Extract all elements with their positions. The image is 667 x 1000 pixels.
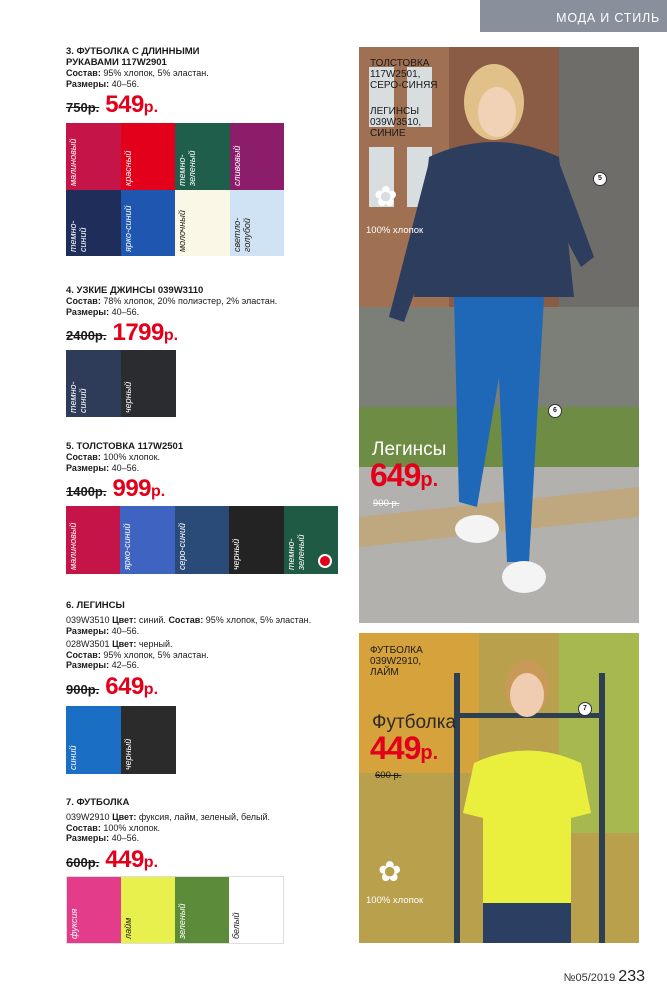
old-price: 900р. (66, 681, 100, 697)
currency: р. (143, 853, 159, 871)
page-number: 233 (618, 968, 645, 985)
new-price: 999 (112, 475, 152, 502)
swatch-label: сливовый (231, 145, 242, 186)
swatch-grid (66, 506, 338, 574)
sizes-label: Размеры: (66, 78, 110, 89)
sizes-label: Размеры: (66, 462, 110, 473)
composition: 100% хлопок. (103, 822, 161, 833)
swatch-label: лайм (123, 917, 133, 939)
currency: р. (143, 99, 159, 116)
composition: 100% хлопок. (103, 452, 161, 462)
color-swatch (66, 706, 121, 774)
price-row (66, 475, 351, 503)
color-label: Цвет: (112, 615, 137, 625)
color-swatch (175, 123, 230, 190)
swatch-label: черный (123, 381, 133, 413)
price-row (66, 846, 351, 874)
color-value: фуксия, лайм, зеленый, белый. (138, 812, 271, 822)
composition: 95% хлопок, 5% эластан. (205, 615, 312, 625)
issue-number: №05/2019 (563, 972, 616, 984)
color-value: синий. (138, 615, 166, 625)
color-swatch (230, 190, 285, 257)
sizes: 42–56. (111, 660, 140, 670)
sizes-label: Размеры: (66, 833, 110, 843)
color-swatch (66, 506, 120, 574)
composition: 95% хлопок, 5% эластан. (103, 649, 209, 660)
new-price: 549 (105, 91, 144, 118)
sizes: 40–56. (111, 306, 140, 317)
sizes-label: Размеры: (66, 660, 110, 670)
cotton-icon: ✿ (374, 181, 398, 212)
currency: р. (163, 327, 179, 344)
caption-line: СИНИЕ (370, 128, 406, 139)
composition-label: Состав: (66, 452, 101, 462)
color-swatch (175, 190, 230, 257)
swatch-label: белый (231, 912, 241, 939)
swatch-label: синий (68, 745, 78, 770)
caption-line: 039W3510, (370, 117, 422, 128)
color-swatch (175, 877, 229, 943)
color-swatch (230, 123, 285, 190)
cotton-label: 100% хлопок (366, 895, 424, 906)
swatch-label: темно- синий (68, 381, 88, 413)
composition-label: Состав: (66, 649, 101, 660)
swatch-label: темно- зеленый (285, 534, 306, 570)
swatch-label: темно- зеленый (177, 150, 197, 186)
color-swatch (66, 350, 121, 417)
swatch-label: светло- голубой (231, 217, 252, 252)
sizes-label: Размеры: (66, 625, 110, 636)
color-swatch (66, 123, 121, 190)
color-swatch (121, 190, 176, 257)
swatch-label: молочный (177, 210, 187, 252)
currency: р. (143, 680, 159, 698)
color-swatch (67, 877, 121, 943)
photo2-old-price: 600 р. (375, 770, 402, 781)
new-price: 649 (105, 672, 144, 700)
product-title: 4. УЗКИЕ ДЖИНСЫ 039W3110 (66, 285, 204, 296)
caption-line: СЕРО-СИНЯЯ (370, 80, 438, 91)
photo1-caption-2 (370, 106, 421, 139)
cotton-label: 100% хлопок (366, 225, 424, 236)
composition-label: Состав: (66, 822, 101, 833)
product-5 (66, 441, 351, 503)
photo2-product-word: Футболка (372, 712, 457, 733)
old-price: 2400р. (66, 328, 107, 343)
new-price: 1799 (112, 319, 164, 346)
item-badge: 6 (548, 404, 562, 418)
product-code: 028W3501 (66, 639, 110, 649)
sizes: 40–56. (111, 462, 140, 473)
composition-label: Состав: (66, 296, 101, 306)
photo1-old-price: 900 р. (373, 498, 400, 509)
composition: 95% хлопок, 5% эластан. (103, 68, 209, 78)
price-value: 649 (370, 457, 421, 493)
price-row (66, 319, 351, 347)
color-swatch (229, 877, 283, 943)
color-label: Цвет: (112, 639, 137, 649)
swatch-grid (66, 350, 176, 417)
swatch-label: малиновый (68, 522, 78, 570)
swatch-grid (66, 876, 284, 944)
swatch-label: ярко-синий (122, 205, 133, 252)
swatch-label: черный (231, 538, 242, 570)
section-title: МОДА И СТИЛЬ (556, 11, 660, 25)
swatch-label: малиновый (68, 138, 78, 186)
swatch-grid (66, 123, 284, 256)
caption-line: ЛАЙМ (370, 667, 399, 678)
color-swatch (121, 123, 176, 190)
product-title: 5. ТОЛСТОВКА 117W2501 (66, 441, 184, 452)
swatch-label: зеленый (177, 903, 187, 939)
color-value: черный. (138, 639, 173, 649)
item-badge: 5 (593, 172, 607, 186)
color-swatch (121, 350, 176, 417)
color-swatch (121, 706, 176, 774)
photo2-caption (370, 645, 423, 678)
currency: р. (420, 742, 439, 764)
selected-color-marker (318, 554, 332, 568)
product-6 (66, 600, 351, 701)
caption-line: ЛЕГИНСЫ (370, 106, 420, 117)
product-4 (66, 285, 351, 347)
caption-line: 117W2501, (370, 69, 421, 80)
page-footer (540, 968, 645, 986)
product-title: 3. ФУТБОЛКА С ДЛИННЫМИ (66, 46, 200, 57)
swatch-label: серо-синий (176, 523, 187, 570)
swatch-grid (66, 706, 176, 774)
sizes: 40–56. (111, 78, 140, 89)
swatch-label: красный (122, 150, 133, 186)
sizes: 40–56. (111, 625, 140, 636)
caption-line: ТОЛСТОВКА (370, 58, 430, 69)
price-row (66, 91, 351, 119)
photo1-price (370, 457, 438, 494)
product-title: 6. ЛЕГИНСЫ (66, 600, 125, 611)
composition-label: Состав: (66, 68, 101, 78)
photo1-caption-1 (370, 58, 438, 91)
currency: р. (420, 469, 439, 491)
old-price: 1400р. (66, 484, 107, 499)
color-swatch (175, 506, 229, 574)
product-title: 7. ФУТБОЛКА (66, 797, 130, 808)
swatch-label: фуксия (69, 908, 79, 939)
swatch-label: черный (123, 738, 133, 770)
product-title-cont: РУКАВАМИ 117W2901 (66, 57, 167, 68)
photo1-product-word: Легинсы (372, 439, 447, 460)
price-row (66, 673, 351, 701)
sizes: 40–56. (111, 833, 140, 843)
color-swatch (121, 877, 175, 943)
cotton-icon: ✿ (378, 856, 402, 887)
new-price: 449 (105, 845, 144, 873)
caption-line: 039W2910, (370, 656, 422, 667)
price-value: 449 (370, 730, 421, 766)
composition: 78% хлопок, 20% полиэстер, 2% эластан. (103, 296, 278, 306)
color-swatch (66, 190, 121, 257)
caption-line: ФУТБОЛКА (370, 645, 423, 656)
color-label: Цвет: (112, 812, 137, 822)
product-code: 039W2910 (66, 812, 110, 822)
item-badge: 7 (578, 702, 592, 716)
old-price: 600р. (66, 854, 100, 870)
product-3 (66, 46, 351, 119)
photo2-price (370, 730, 438, 767)
sizes-label: Размеры: (66, 306, 110, 317)
color-swatch (120, 506, 174, 574)
swatch-label: ярко-синий (122, 523, 133, 570)
composition-label: Состав: (168, 615, 204, 625)
product-7 (66, 797, 351, 874)
product-code: 039W3510 (66, 615, 110, 625)
currency: р. (151, 483, 166, 500)
color-swatch (229, 506, 283, 574)
swatch-label: темно- синий (68, 220, 88, 252)
old-price: 750р. (66, 100, 100, 115)
